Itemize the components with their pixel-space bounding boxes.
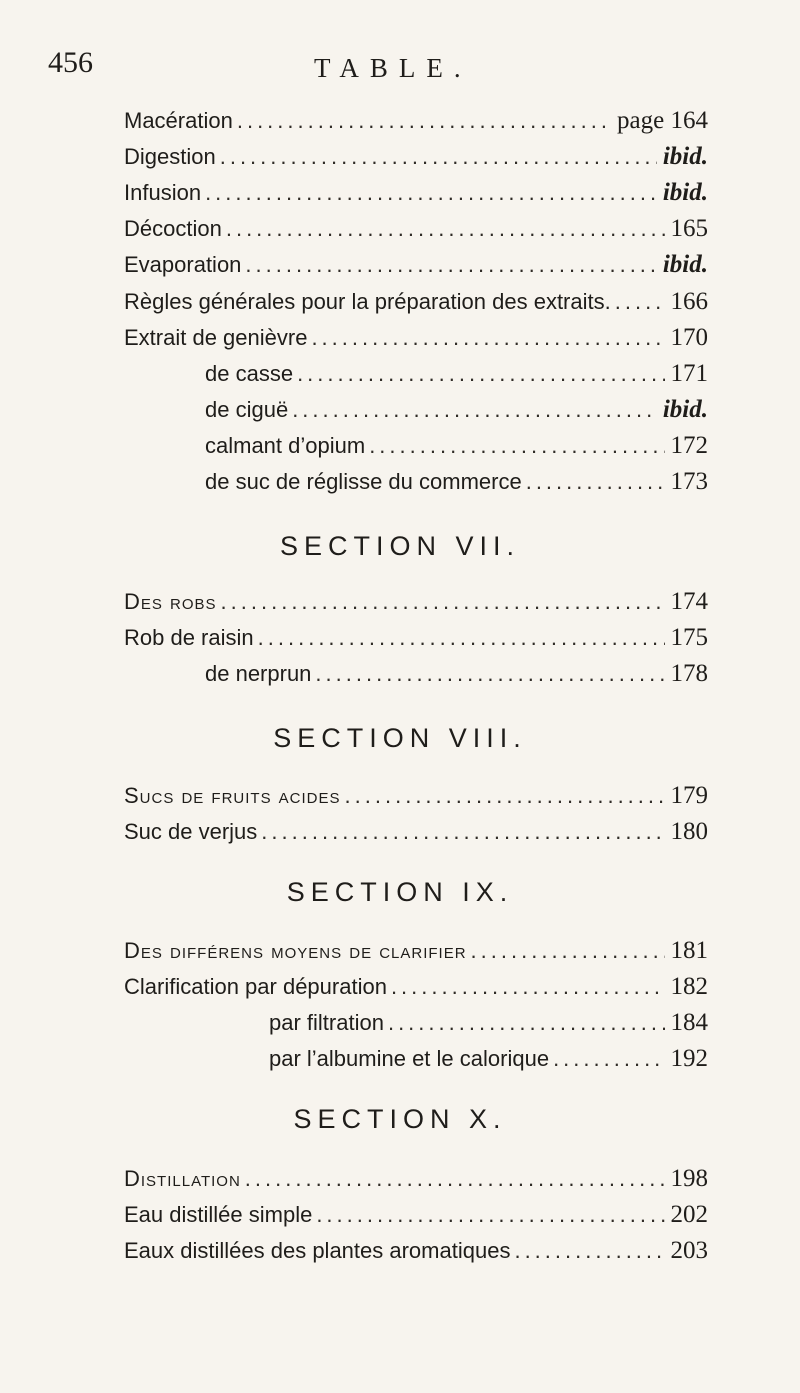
entry-title: calmant d’opium <box>205 433 366 458</box>
entry-page: 181 <box>670 937 708 964</box>
page-number: 456 <box>48 46 93 79</box>
dot-leader <box>297 358 664 390</box>
toc-entry <box>205 394 708 432</box>
entry-page: ibid. <box>662 179 708 206</box>
entry-title: de casse <box>205 361 294 386</box>
toc-entry <box>124 1235 708 1273</box>
entry-title: de ciguë <box>205 397 289 422</box>
toc-entry <box>124 105 708 143</box>
entry-page: 173 <box>670 468 708 495</box>
toc-entry <box>205 466 708 504</box>
entry-title: Macération <box>124 108 233 133</box>
entry-page: 182 <box>670 973 708 1000</box>
dot-leader <box>237 105 611 137</box>
toc-entry <box>124 1199 708 1237</box>
dot-leader <box>221 586 665 618</box>
toc-entry <box>124 177 708 215</box>
toc-entry <box>205 430 708 468</box>
toc-entry <box>205 658 708 696</box>
dot-leader <box>258 622 665 654</box>
toc-entry <box>124 213 708 251</box>
entry-page: 180 <box>670 818 708 845</box>
entry-page: page 164 <box>617 107 708 134</box>
toc-entry <box>269 1007 708 1045</box>
toc-entry <box>205 358 708 396</box>
dot-leader <box>369 430 664 462</box>
entry-page: 166 <box>670 288 708 315</box>
entry-page: 184 <box>670 1009 708 1036</box>
dot-leader <box>311 322 664 354</box>
entry-page: 170 <box>670 324 708 351</box>
entry-title: Extrait de genièvre <box>124 325 308 350</box>
section-heading: SECTION VII. <box>279 531 521 561</box>
dot-leader <box>615 286 665 318</box>
page-header <box>0 44 800 94</box>
entry-page: 192 <box>670 1045 708 1072</box>
toc-entry <box>269 1043 708 1081</box>
toc-entry <box>124 622 708 660</box>
entry-page: ibid. <box>662 251 708 278</box>
toc-entry <box>124 249 708 287</box>
running-title: TABLE. <box>314 53 472 83</box>
dot-leader <box>205 177 657 209</box>
entry-title: Clarification par dépuration <box>124 974 387 999</box>
entry-page: 171 <box>670 360 708 387</box>
entry-title: par l’albumine et le calorique <box>269 1046 550 1071</box>
entry-title: Suc de verjus <box>124 819 258 844</box>
entry-title: Evaporation <box>124 252 242 277</box>
entry-title: de suc de réglisse du commerce <box>205 469 522 494</box>
dot-leader <box>553 1043 664 1075</box>
entry-page: ibid. <box>662 143 708 170</box>
dot-leader <box>345 780 665 812</box>
entry-page: 174 <box>670 588 708 615</box>
toc-entry <box>124 322 708 360</box>
toc-entry <box>124 816 708 854</box>
dot-leader <box>316 1199 664 1231</box>
entry-title: Eau distillée simple <box>124 1202 313 1227</box>
entry-title: Des différens moyens de clarifier <box>124 938 467 963</box>
dot-leader <box>391 971 665 1003</box>
section-heading: SECTION X. <box>293 1104 507 1134</box>
entry-title: Distillation <box>124 1166 241 1191</box>
dot-leader <box>388 1007 665 1039</box>
entry-page: ibid. <box>662 396 708 423</box>
entry-title: Décoction <box>124 216 222 241</box>
toc-entry <box>124 935 708 973</box>
entry-title: Sucs de fruits acides <box>124 783 341 808</box>
entry-title: Des robs <box>124 589 217 614</box>
entry-title: de nerprun <box>205 661 312 686</box>
dot-leader <box>245 1163 665 1195</box>
entry-title: par filtration <box>269 1010 384 1035</box>
entry-title: Règles générales pour la préparation des extraits. <box>124 289 611 314</box>
section-heading: SECTION IX. <box>286 877 514 907</box>
dot-leader <box>226 213 665 245</box>
entry-page: 165 <box>670 215 708 242</box>
entry-page: 198 <box>670 1165 708 1192</box>
entry-page: 203 <box>670 1237 708 1264</box>
section-heading: SECTION VIII. <box>273 723 527 753</box>
entry-page: 172 <box>670 432 708 459</box>
dot-leader <box>245 249 656 281</box>
toc-entry <box>124 780 708 818</box>
toc-entry <box>124 1163 708 1201</box>
dot-leader <box>292 394 657 426</box>
toc-entry <box>124 971 708 1009</box>
entry-page: 202 <box>670 1201 708 1228</box>
entry-page: 179 <box>670 782 708 809</box>
dot-leader <box>315 658 664 690</box>
toc-entry <box>124 286 708 324</box>
entry-title: Eaux distillées des plantes aromatiques <box>124 1238 511 1263</box>
entry-title: Infusion <box>124 180 202 205</box>
entry-page: 178 <box>670 660 708 687</box>
dot-leader <box>526 466 665 498</box>
toc-entry <box>124 141 708 179</box>
dot-leader <box>261 816 664 848</box>
toc-entry <box>124 586 708 624</box>
dot-leader <box>514 1235 664 1267</box>
entry-title: Digestion <box>124 144 216 169</box>
dot-leader <box>220 141 657 173</box>
dot-leader <box>471 935 665 967</box>
entry-title: Rob de raisin <box>124 625 254 650</box>
entry-page: 175 <box>670 624 708 651</box>
